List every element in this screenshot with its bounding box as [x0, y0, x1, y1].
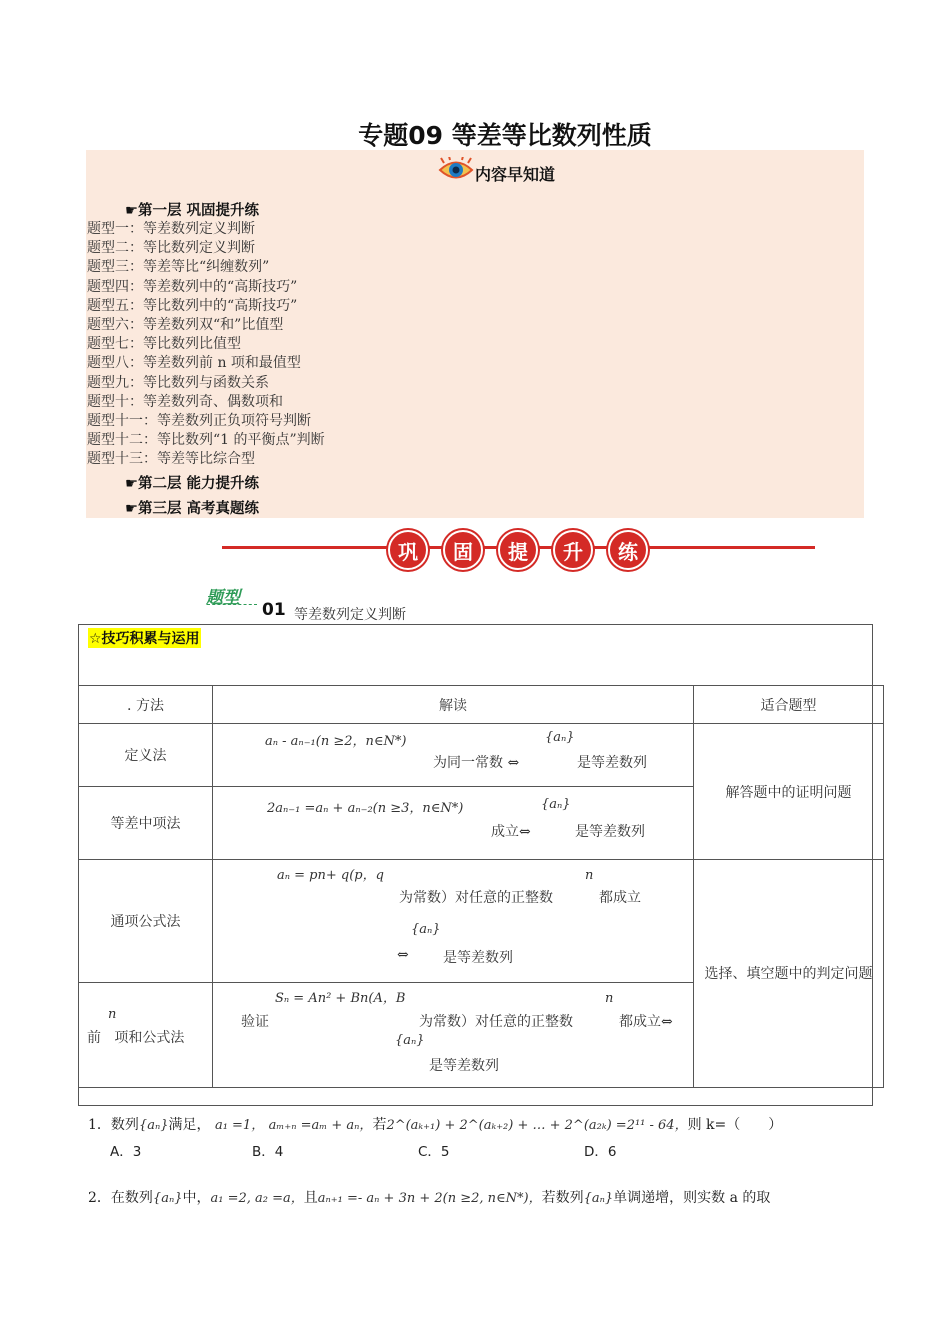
formula: aₙ - aₙ₋₁(n ≥2，n∈N*) — [265, 734, 407, 749]
question-text: 则 k=（ ） — [687, 1117, 783, 1133]
toc-list — [87, 220, 325, 470]
toc-item[interactable]: 题型九：等比数列与函数关系 — [87, 374, 269, 391]
header-method — [79, 686, 213, 724]
formula: Sₙ = An² + Bn(A，B — [275, 991, 406, 1006]
sequence-symbol: {aₙ} — [541, 797, 571, 812]
n-symbol: n — [585, 868, 594, 883]
sequence-symbol: {aₙ} — [152, 1191, 183, 1206]
method-general-term — [79, 860, 213, 983]
toc-heading: 内容早知道 — [475, 165, 556, 184]
question-text: 数列 — [110, 1117, 139, 1133]
n-symbol: n — [108, 1007, 117, 1022]
expression: 2^(aₖ₊₁) + 2^(aₖ₊₂) + … + 2^(a₂ₖ) =2¹¹ - 64， — [386, 1118, 688, 1133]
method-definition — [79, 724, 213, 787]
explain-cell — [213, 983, 694, 1088]
method-sum-formula — [79, 983, 213, 1088]
page-title: 专题09 等差等比数列性质 — [358, 121, 652, 150]
toc-item[interactable]: 题型十一：等差数列正负项符号判断 — [87, 413, 311, 430]
question-type-name: 等差数列定义判断 — [294, 607, 406, 623]
toc-item[interactable]: 题型七：等比数列比值型 — [87, 336, 241, 353]
question-type-badge: 题型 — [206, 588, 240, 608]
option-c[interactable]: C．5 — [418, 1144, 450, 1160]
banner-line-left — [222, 546, 382, 549]
toc-item[interactable]: 题型二：等比数列定义判断 — [87, 240, 255, 257]
recurrence: aₙ₊₁ =- aₙ + 3n + 2(n ≥2, n∈N*)， — [317, 1191, 542, 1206]
toc-layer-3[interactable]: ☛第三层 高考真题练 — [125, 501, 260, 517]
question-text: 若数列 — [541, 1190, 584, 1206]
toc-item[interactable]: 题型四：等差数列中的“高斯技巧” — [87, 278, 298, 295]
toc-item[interactable]: 题型十二：等比数列“1 的平衡点”判断 — [87, 432, 325, 449]
sequence-symbol: {aₙ} — [411, 922, 441, 937]
sequence-symbol: {aₙ} — [138, 1118, 169, 1133]
eye-icon — [438, 157, 474, 183]
explain-cell — [213, 860, 694, 983]
option-b[interactable]: B．4 — [252, 1144, 284, 1160]
fit-label: 选择、填空题中的判定问题 — [704, 965, 873, 982]
toc-item[interactable]: 题型十三：等差等比综合型 — [87, 451, 255, 468]
question-1 — [88, 1114, 782, 1134]
explain-text: 都成立 — [599, 890, 641, 906]
sequence-symbol: {aₙ} — [583, 1191, 614, 1206]
toc-item[interactable]: 题型三：等差等比“纠缠数列” — [87, 259, 270, 276]
question-text: 满足， — [168, 1117, 211, 1133]
method-label: 定义法 — [124, 748, 167, 764]
fit-cell-1 — [694, 724, 884, 860]
toc-item[interactable]: 题型十：等差数列奇、偶数项和 — [87, 393, 283, 410]
explain-text: ⇔ — [397, 947, 409, 963]
method-label: 通项公式法 — [110, 914, 181, 930]
explain-text: 是等差数列 — [577, 755, 647, 771]
sequence-symbol: {aₙ} — [395, 1033, 425, 1048]
banner-line-right — [652, 546, 815, 549]
explain-text: 为同一常数 ⇔ — [433, 755, 520, 771]
badge-underline — [207, 604, 257, 605]
toc-item[interactable]: 题型五：等比数列中的“高斯技巧” — [87, 297, 298, 314]
explain-cell — [213, 787, 694, 860]
toc-layer-1[interactable]: ☛第一层 巩固提升练 — [125, 203, 260, 219]
question-number: 1． — [88, 1117, 111, 1133]
explain-text: 是等差数列 — [575, 824, 645, 840]
question-text: 若 — [372, 1117, 387, 1133]
question-text: 且 — [303, 1190, 318, 1206]
banner-char: 升 — [553, 530, 593, 570]
toc-item[interactable]: 题型八：等差数列前 n 项和最值型 — [87, 355, 301, 372]
condition: a₁ =2, a₂ =a， — [210, 1191, 304, 1206]
banner-char: 巩 — [388, 530, 428, 570]
header-fit-label: 适合题型 — [760, 697, 817, 714]
header-explain-label: 解读 — [439, 697, 467, 714]
method-label: 等差中项法 — [110, 816, 181, 832]
explain-text: 是等差数列 — [429, 1058, 499, 1074]
explain-text: 验证 — [241, 1014, 269, 1030]
banner-char: 练 — [608, 530, 648, 570]
banner-char: 固 — [443, 530, 483, 570]
question-type-number: 01 — [262, 600, 286, 620]
fit-cell-2 — [694, 860, 884, 1088]
method-middle-term — [79, 787, 213, 860]
sequence-symbol: {aₙ} — [545, 730, 575, 745]
option-a[interactable]: A．3 — [110, 1144, 142, 1160]
formula: aₙ = pn+ q(p，q — [277, 868, 384, 883]
explain-text: 为常数）对任意的正整数 — [399, 890, 553, 906]
condition: a₁ =1， — [214, 1118, 265, 1133]
n-symbol: n — [605, 991, 614, 1006]
header-method-label: . 方法 — [127, 697, 164, 714]
header-fit — [694, 686, 884, 724]
method-label: 前 项和公式法 — [87, 1030, 185, 1046]
fit-label: 解答题中的证明问题 — [725, 784, 852, 801]
banner-char: 提 — [498, 530, 538, 570]
question-text: 中， — [182, 1190, 211, 1206]
formula: 2aₙ₋₁ =aₙ + aₙ₋₂(n ≥3，n∈N*) — [267, 801, 464, 816]
explain-text: 成立⇔ — [491, 824, 531, 840]
toc-item[interactable]: 题型一：等差数列定义判断 — [87, 221, 255, 237]
explain-cell — [213, 724, 694, 787]
header-explain — [213, 686, 694, 724]
explain-text: 都成立⇔ — [619, 1014, 673, 1030]
condition: aₘ₊ₙ =aₘ + aₙ， — [268, 1118, 373, 1133]
toc-layer-2[interactable]: ☛第二层 能力提升练 — [125, 476, 260, 492]
question-text: 在数列 — [110, 1190, 153, 1206]
explain-text: 是等差数列 — [443, 950, 513, 966]
toc-item[interactable]: 题型六：等差数列双“和”比值型 — [87, 317, 284, 334]
method-table — [78, 685, 884, 1088]
question-2 — [88, 1187, 770, 1207]
question-text: 单调递增，则实数 a 的取 — [613, 1190, 771, 1206]
explain-text: 为常数）对任意的正整数 — [419, 1014, 573, 1030]
option-d[interactable]: D．6 — [584, 1144, 617, 1160]
question-number: 2． — [88, 1190, 111, 1206]
skill-tag: ☆技巧积累与运用 — [88, 628, 201, 648]
